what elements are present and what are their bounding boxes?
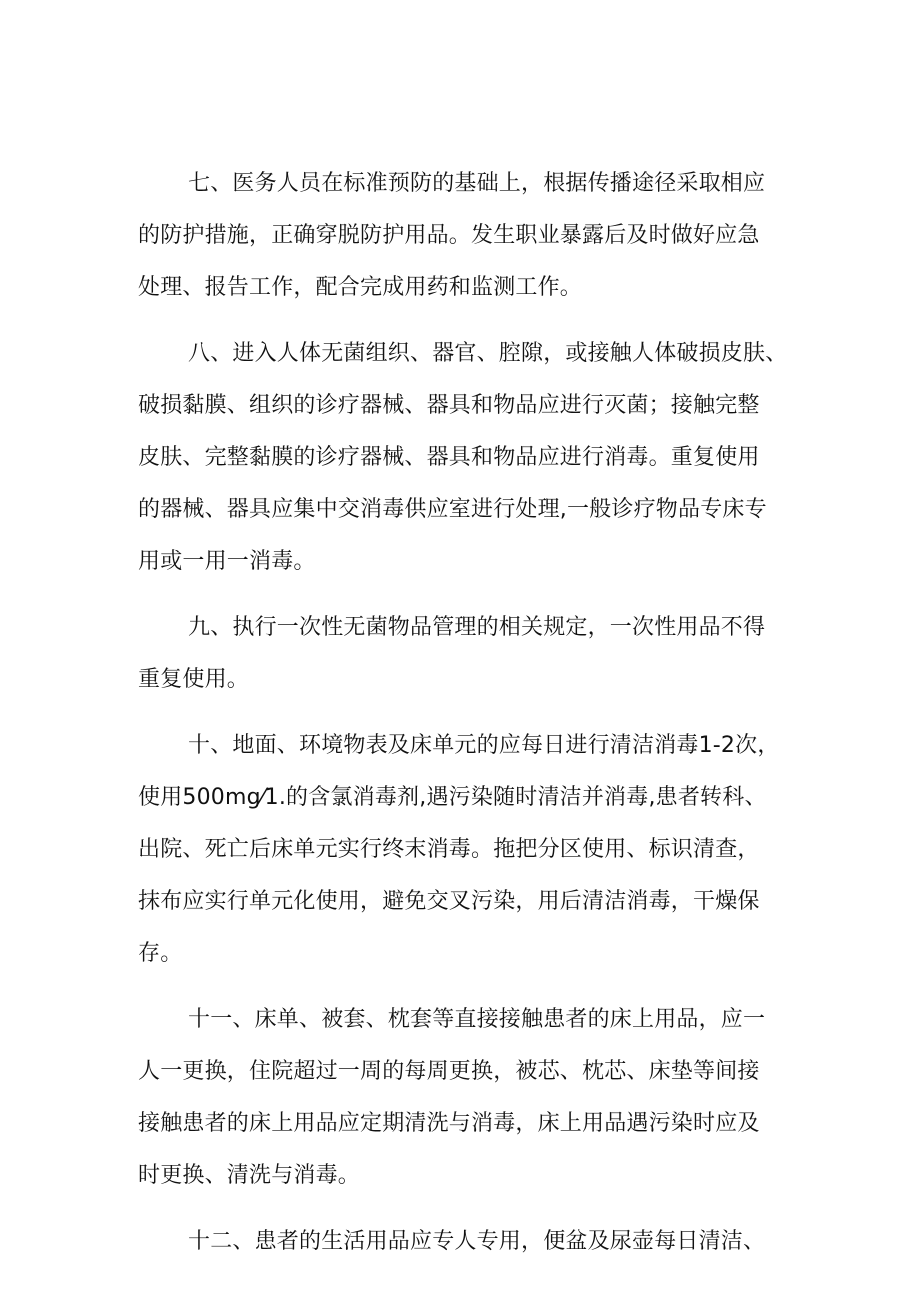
text-line: 出院、死亡后床单元实行终末消毒。拖把分区使用、标识清查， xyxy=(138,837,760,862)
paragraph-7 xyxy=(138,158,784,314)
text-line: 十、地面、环境物表及床单元的应每日进行清洁消毒1-2次， xyxy=(188,733,780,758)
paragraph-12 xyxy=(138,1216,784,1268)
text-line: 人一更换，住院超过一周的每周更换，被芯、枕芯、床垫等间接 xyxy=(138,1059,760,1084)
text-line: 抹布应实行单元化使用，避免交叉污染，用后清洁消毒，干燥保 xyxy=(138,889,760,914)
text-line: 七、医务人员在标准预防的基础上，根据传播途径采取相应 xyxy=(188,171,766,196)
paragraph-9 xyxy=(138,602,784,706)
paragraph-10 xyxy=(138,720,784,980)
text-line: 十二、患者的生活用品应专人专用，便盆及尿壶每日清洁、 xyxy=(188,1229,766,1254)
text-line: 时更换、清洗与消毒。 xyxy=(138,1163,361,1188)
text-line: 用或一用一消毒。 xyxy=(138,549,316,574)
document-body xyxy=(138,158,788,1268)
text-line: 破损黏膜、组织的诊疗器械、器具和物品应进行灭菌；接触完整 xyxy=(138,393,760,418)
text-line: 重复使用。 xyxy=(138,667,250,692)
text-line: 九、执行一次性无菌物品管理的相关规定，一次性用品不得 xyxy=(188,615,766,640)
text-line: 八、进入人体无菌组织、器官、腔隙，或接触人体破损皮肤、 xyxy=(188,341,788,366)
text-line: 使用500mg⁄1.的含氯消毒剂,遇污染随时清洁并消毒,患者转科、 xyxy=(138,785,767,810)
paragraph-11 xyxy=(138,994,784,1202)
paragraph-8 xyxy=(138,328,788,588)
text-line: 十一、床单、被套、枕套等直接接触患者的床上用品，应一 xyxy=(188,1007,766,1032)
text-line: 接触患者的床上用品应定期清洗与消毒，床上用品遇污染时应及 xyxy=(138,1111,760,1136)
text-line: 存。 xyxy=(138,941,183,966)
text-line: 的防护措施，正确穿脱防护用品。发生职业暴露后及时做好应急 xyxy=(138,223,760,248)
text-line: 的器械、器具应集中交消毒供应室进行处理,一般诊疗物品专床专 xyxy=(138,497,767,522)
text-line: 处理、报告工作，配合完成用药和监测工作。 xyxy=(138,275,583,300)
text-line: 皮肤、完整黏膜的诊疗器械、器具和物品应进行消毒。重复使用 xyxy=(138,445,760,470)
